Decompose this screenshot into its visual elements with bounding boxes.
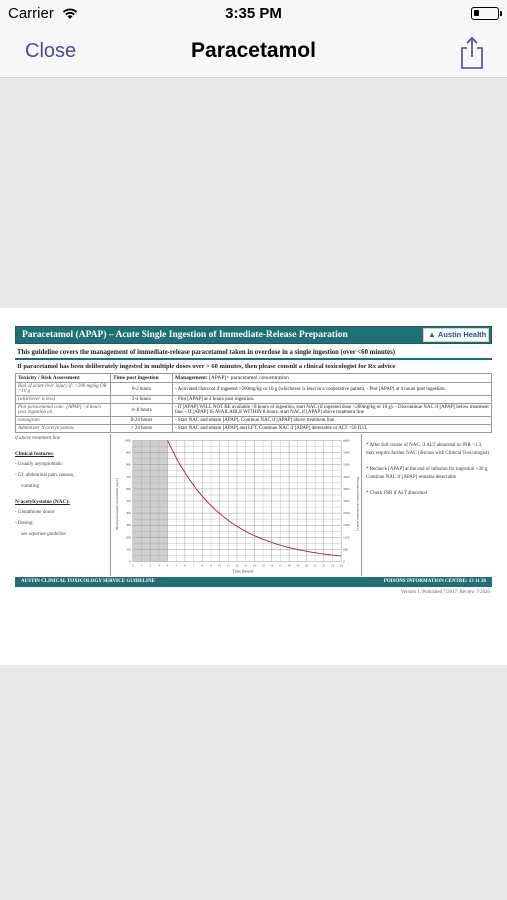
multiple-dose-warning: If paracetamol has been deliberately ingested in multiple doses over > 60 minutes, then please consult a clinical toxicologist for Rx advice (17, 363, 396, 370)
svg-text:17: 17 (278, 563, 282, 568)
table-row: nomogram 8-24 hours - Start NAC and obtain [APAP]. Continue NAC if [APAP] above treatment line. (16, 417, 492, 425)
table-header: Time post ingestion (111, 374, 173, 383)
lower-section (15, 434, 492, 576)
clinical-feature: vomiting (21, 484, 40, 489)
document-footer (15, 577, 492, 587)
svg-text:22: 22 (322, 563, 326, 568)
svg-text:6600: 6600 (343, 438, 350, 443)
svg-text:5: 5 (175, 563, 178, 568)
svg-text:15: 15 (261, 563, 265, 568)
svg-text:3300: 3300 (343, 499, 350, 504)
svg-text:0: 0 (343, 559, 345, 564)
svg-text:12: 12 (235, 563, 239, 568)
battery-icon (471, 7, 499, 20)
management-table (15, 373, 492, 433)
nomogram-y2-label: Blood paracetamol concentration (µmol/L) (356, 476, 361, 532)
svg-text:20: 20 (304, 563, 309, 568)
document-header (15, 326, 492, 344)
svg-text:5280: 5280 (343, 462, 350, 467)
svg-text:600: 600 (126, 486, 131, 491)
status-bar (0, 0, 507, 28)
status-time: 3:35 PM (225, 5, 282, 22)
svg-text:9: 9 (210, 563, 212, 568)
svg-text:10: 10 (218, 563, 222, 568)
clinical-features-heading: Clinical features: (15, 451, 54, 457)
svg-text:4: 4 (166, 563, 169, 568)
clinical-info (15, 434, 110, 543)
svg-text:1: 1 (140, 563, 143, 568)
svg-text:21: 21 (313, 563, 317, 568)
page-title: Paracetamol (191, 39, 316, 62)
table-row: (whichever is less) 2-4 hours - Plot [APAP] at 4 hours post ingestion. (16, 396, 492, 404)
svg-text:2: 2 (149, 563, 151, 568)
nomogram-y-label: Blood paracetamol concentration (mg/L) (114, 478, 119, 530)
clinical-feature: - Usually asymptomatic (15, 462, 63, 467)
guideline-scope: This guideline covers the management of immediate-release paracetamol taken in overdose in a single ingestion (over <60 minutes) (15, 347, 492, 360)
austin-health-logo: ▲ Austin Health (423, 328, 489, 342)
nac-heading: N-acetylcysteine (NAC): (15, 499, 70, 505)
svg-text:4620: 4620 (343, 474, 350, 479)
note: * Check INR if ALT abnormal (366, 491, 427, 496)
svg-text:700: 700 (126, 474, 131, 479)
nomogram-x-label: Time (hours) (232, 568, 254, 574)
nac-item: - Glutathione donor (15, 510, 55, 515)
svg-text:23: 23 (330, 563, 335, 568)
treatment-notes (362, 434, 492, 506)
svg-text:18: 18 (287, 563, 291, 568)
svg-text:13: 13 (244, 563, 248, 568)
paracetamol-nomogram (110, 434, 362, 576)
svg-text:2640: 2640 (343, 511, 350, 516)
table-row: Administer N-acetylcysteine > 24 hours - Start NAC and obtain [APAP] and LFT. Continue NAC if [APAP] detectable or ALT >50 IU/L (16, 425, 492, 433)
svg-text:300: 300 (126, 523, 131, 528)
close-button[interactable]: Close (25, 40, 77, 62)
svg-text:7: 7 (192, 563, 195, 568)
svg-text:19: 19 (296, 563, 300, 568)
svg-text:1980: 1980 (343, 523, 350, 528)
svg-text:1320: 1320 (343, 535, 350, 540)
nav-bar (0, 28, 507, 78)
note: * Recheck [APAP] at the end of infusion for ingestion >30 g. Continue NAC if [APAP] remains detectable (366, 467, 489, 480)
svg-text:100: 100 (126, 547, 131, 552)
nac-item: - Dosing: (15, 521, 34, 526)
table-row: Risk of acute liver injury if: >200 mg/kg OR >10 g 0-2 hours - Activated charcoal if ingested >200mg/kg or 10 g (whichever is less) in a cooperative patient. - Plot [APAP] at 4 hours post ingestion. (16, 383, 492, 396)
svg-text:16: 16 (270, 563, 274, 568)
table-header: Toxicity / Risk Assessment (16, 374, 111, 383)
table-row: Plot paracetamol conc. [APAP] >4 hours post ingestion on 4- 8 hours - If [APAP] WILL NOT BE available <8 hours of ingestion, start NAC (if ingested dose >200mg/kg or 10 g). - Discontinue NAC if [APAP] below treatment line. - If [APAP] IS AVAILABLE WITHIN 8 hours, start NAC if [APAP] above treatment line (16, 404, 492, 417)
svg-text:8: 8 (201, 563, 204, 568)
svg-text:660: 660 (343, 547, 348, 552)
footer-left: AUSTIN CLINICAL TOXICOLOGY SERVICE GUIDELINE (21, 579, 155, 584)
document-page[interactable] (0, 308, 507, 665)
document-version: Version 1. Published 7/2017. Review 7/2020 (400, 590, 490, 595)
svg-text:0: 0 (132, 563, 134, 568)
svg-text:500: 500 (126, 499, 131, 504)
svg-text:0: 0 (129, 559, 131, 564)
guideline-document (15, 326, 492, 595)
svg-text:900: 900 (126, 450, 131, 455)
treatment-line-note: if above treatment line (15, 436, 60, 441)
svg-text:24: 24 (339, 563, 343, 568)
nac-item: see separate guideline (21, 532, 66, 537)
svg-text:400: 400 (126, 511, 131, 516)
note: * After full course of NAC, if ALT abnormal or INR >1.3, may require further NAC (discuss with Clinical Toxicologist) (366, 443, 490, 456)
svg-text:3960: 3960 (343, 486, 350, 491)
svg-text:6: 6 (184, 563, 186, 568)
document-title: Paracetamol (APAP) – Acute Single Ingestion of Immediate-Release Preparation (22, 330, 348, 340)
svg-text:5940: 5940 (343, 450, 350, 455)
table-header: Management: [APAP]= paracetamol concentration (173, 374, 492, 383)
svg-text:3: 3 (158, 563, 160, 568)
svg-text:800: 800 (126, 462, 131, 467)
svg-text:14: 14 (252, 563, 256, 568)
clinical-feature: - GI: abdominal pain, nausea, (15, 473, 75, 478)
svg-text:11: 11 (226, 563, 230, 568)
svg-text:200: 200 (126, 535, 131, 540)
carrier-label: Carrier (8, 5, 54, 22)
nomogram-grid (125, 439, 350, 568)
footer-right: POISONS INFORMATION CENTRE: 13 11 26 (383, 579, 486, 584)
svg-text:1000: 1000 (124, 438, 131, 443)
share-icon[interactable] (459, 36, 485, 70)
